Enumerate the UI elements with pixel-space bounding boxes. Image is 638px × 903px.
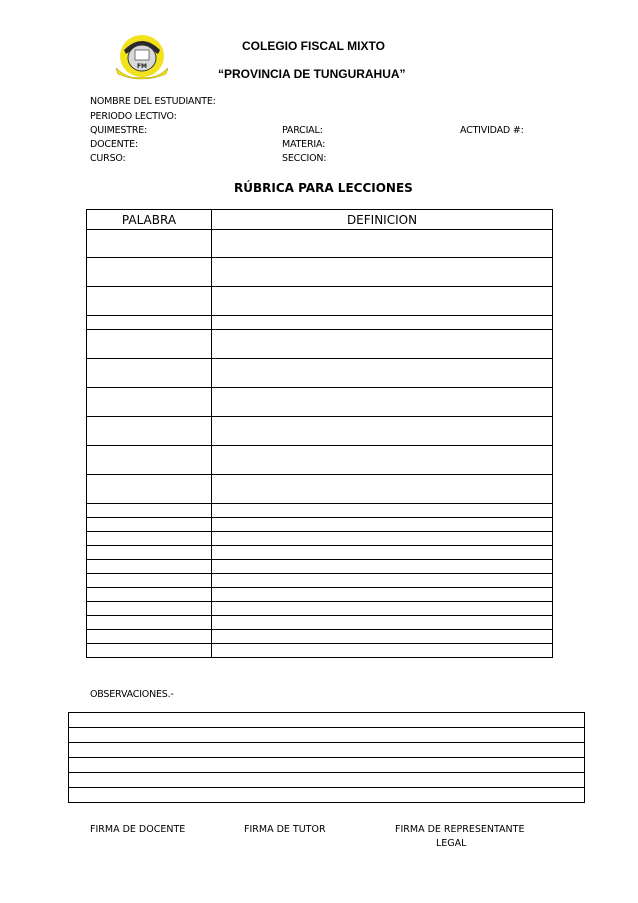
word-cell[interactable] bbox=[87, 446, 212, 475]
observation-cell[interactable] bbox=[69, 743, 585, 758]
rubric-row bbox=[87, 616, 553, 630]
parcial-label: PARCIAL: bbox=[282, 125, 323, 136]
tutor-signature-label: FIRMA DE TUTOR bbox=[244, 824, 326, 835]
rubric-row bbox=[87, 504, 553, 518]
rubric-row bbox=[87, 417, 553, 446]
definition-cell[interactable] bbox=[212, 644, 553, 658]
definition-cell[interactable] bbox=[212, 446, 553, 475]
word-cell[interactable] bbox=[87, 287, 212, 316]
province-name: “PROVINCIA DE TUNGURAHUA” bbox=[218, 67, 406, 81]
definition-cell[interactable] bbox=[212, 588, 553, 602]
observation-cell[interactable] bbox=[69, 713, 585, 728]
word-cell[interactable] bbox=[87, 475, 212, 504]
word-cell[interactable] bbox=[87, 546, 212, 560]
observation-cell[interactable] bbox=[69, 773, 585, 788]
word-cell[interactable] bbox=[87, 574, 212, 588]
observation-line bbox=[69, 758, 585, 773]
observation-cell[interactable] bbox=[69, 758, 585, 773]
word-cell[interactable] bbox=[87, 588, 212, 602]
definition-cell[interactable] bbox=[212, 504, 553, 518]
definition-cell[interactable] bbox=[212, 475, 553, 504]
rubric-row bbox=[87, 644, 553, 658]
school-name: COLEGIO FISCAL MIXTO bbox=[242, 39, 385, 53]
observation-line bbox=[69, 788, 585, 803]
observation-cell[interactable] bbox=[69, 728, 585, 743]
teacher-signature-label: FIRMA DE DOCENTE bbox=[90, 824, 186, 835]
definition-cell[interactable] bbox=[212, 417, 553, 446]
observations-table bbox=[68, 712, 585, 803]
rubric-body bbox=[87, 230, 553, 658]
definition-cell[interactable] bbox=[212, 602, 553, 616]
word-cell[interactable] bbox=[87, 616, 212, 630]
materia-label: MATERIA: bbox=[282, 139, 326, 150]
definition-cell[interactable] bbox=[212, 630, 553, 644]
word-cell[interactable] bbox=[87, 230, 212, 258]
word-cell[interactable] bbox=[87, 518, 212, 532]
rubric-row bbox=[87, 475, 553, 504]
rubric-row bbox=[87, 230, 553, 258]
school-logo bbox=[110, 30, 170, 80]
word-cell[interactable] bbox=[87, 630, 212, 644]
representative-signature-label: FIRMA DE REPRESENTANTE bbox=[395, 824, 525, 835]
observation-line bbox=[69, 728, 585, 743]
word-cell[interactable] bbox=[87, 504, 212, 518]
definition-cell[interactable] bbox=[212, 359, 553, 388]
word-cell[interactable] bbox=[87, 388, 212, 417]
representative-signature-label-line2: LEGAL bbox=[436, 838, 467, 849]
definition-cell[interactable] bbox=[212, 388, 553, 417]
curso-label: CURSO: bbox=[90, 153, 126, 164]
actividad-label: ACTIVIDAD #: bbox=[460, 125, 524, 136]
rubric-row bbox=[87, 630, 553, 644]
word-cell[interactable] bbox=[87, 417, 212, 446]
word-cell[interactable] bbox=[87, 258, 212, 287]
rubric-row bbox=[87, 588, 553, 602]
observation-line bbox=[69, 773, 585, 788]
observations-label: OBSERVACIONES.- bbox=[90, 689, 174, 700]
rubric-row bbox=[87, 574, 553, 588]
word-cell[interactable] bbox=[87, 330, 212, 359]
word-cell[interactable] bbox=[87, 532, 212, 546]
rubric-row bbox=[87, 560, 553, 574]
rubric-title: RÚBRICA PARA LECCIONES bbox=[234, 181, 413, 195]
definition-cell[interactable] bbox=[212, 546, 553, 560]
word-cell[interactable] bbox=[87, 316, 212, 330]
rubric-row bbox=[87, 258, 553, 287]
word-cell[interactable] bbox=[87, 644, 212, 658]
school-period-label: PERIODO LECTIVO: bbox=[90, 111, 177, 122]
observations-body bbox=[69, 713, 585, 803]
col-header-word: PALABRA bbox=[87, 210, 212, 230]
definition-cell[interactable] bbox=[212, 287, 553, 316]
rubric-row bbox=[87, 330, 553, 359]
rubric-row bbox=[87, 388, 553, 417]
rubric-row bbox=[87, 518, 553, 532]
definition-cell[interactable] bbox=[212, 616, 553, 630]
rubric-row bbox=[87, 287, 553, 316]
col-header-definition: DEFINICION bbox=[212, 210, 553, 230]
definition-cell[interactable] bbox=[212, 560, 553, 574]
observation-line bbox=[69, 743, 585, 758]
rubric-row bbox=[87, 359, 553, 388]
logo-text: FM bbox=[136, 63, 148, 70]
observation-line bbox=[69, 713, 585, 728]
word-cell[interactable] bbox=[87, 359, 212, 388]
definition-cell[interactable] bbox=[212, 532, 553, 546]
rubric-row bbox=[87, 546, 553, 560]
definition-cell[interactable] bbox=[212, 258, 553, 287]
definition-cell[interactable] bbox=[212, 518, 553, 532]
rubric-row bbox=[87, 602, 553, 616]
definition-cell[interactable] bbox=[212, 330, 553, 359]
docente-label: DOCENTE: bbox=[90, 139, 138, 150]
definition-cell[interactable] bbox=[212, 574, 553, 588]
rubric-row bbox=[87, 446, 553, 475]
seccion-label: SECCION: bbox=[282, 153, 327, 164]
rubric-row bbox=[87, 316, 553, 330]
observation-cell[interactable] bbox=[69, 788, 585, 803]
rubric-row bbox=[87, 532, 553, 546]
word-cell[interactable] bbox=[87, 560, 212, 574]
rubric-header-row bbox=[87, 210, 553, 230]
rubric-table bbox=[86, 209, 553, 658]
definition-cell[interactable] bbox=[212, 230, 553, 258]
student-name-label: NOMBRE DEL ESTUDIANTE: bbox=[90, 96, 216, 107]
definition-cell[interactable] bbox=[212, 316, 553, 330]
quimestre-label: QUIMESTRE: bbox=[90, 125, 148, 136]
word-cell[interactable] bbox=[87, 602, 212, 616]
